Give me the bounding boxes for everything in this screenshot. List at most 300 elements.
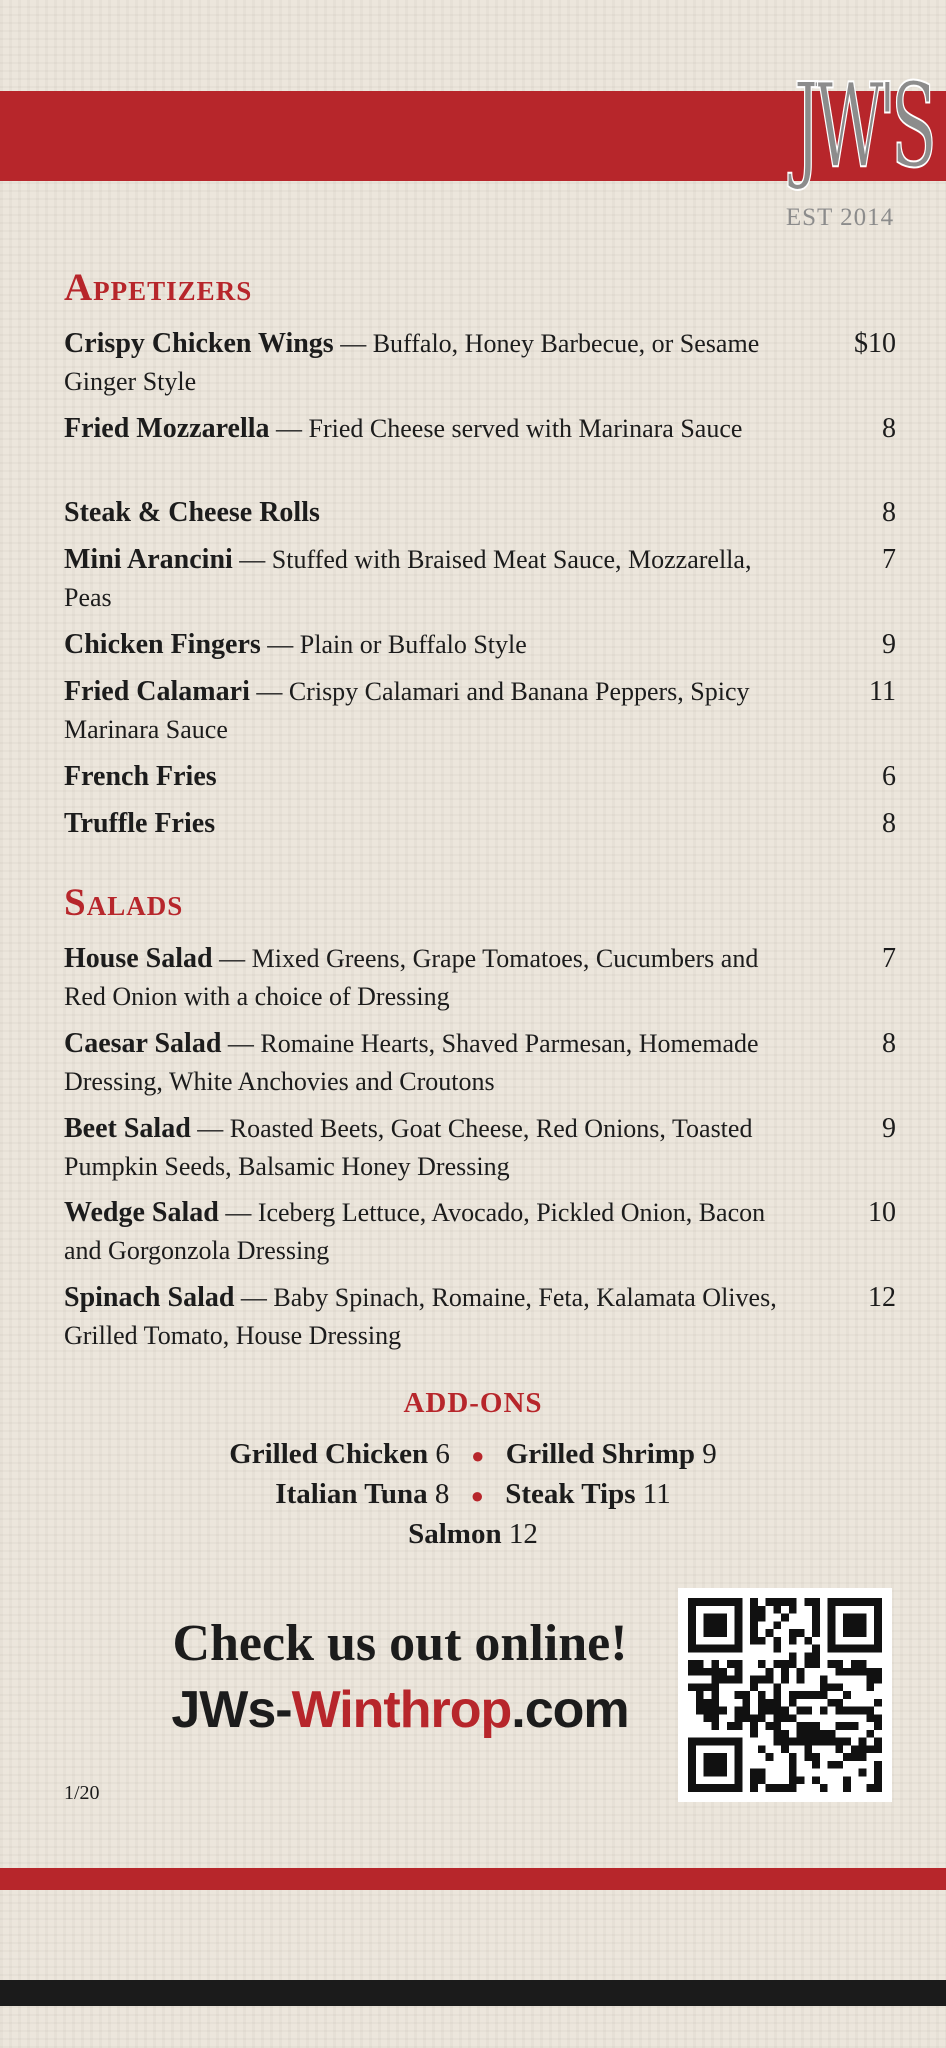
qr-module xyxy=(828,1683,836,1691)
qr-module xyxy=(735,1761,743,1769)
qr-module xyxy=(874,1668,882,1676)
qr-module xyxy=(828,1629,836,1637)
qr-module xyxy=(750,1714,758,1722)
qr-module xyxy=(843,1614,851,1622)
qr-module xyxy=(874,1714,882,1722)
qr-module xyxy=(750,1676,758,1684)
qr-module xyxy=(812,1722,820,1730)
qr-module xyxy=(711,1598,719,1606)
qr-module xyxy=(874,1769,882,1777)
item-price: $10 xyxy=(854,328,896,359)
qr-module xyxy=(727,1598,735,1606)
qr-module xyxy=(874,1598,882,1606)
item-name: Caesar Salad xyxy=(64,1028,222,1059)
menu-item xyxy=(64,758,896,796)
qr-module xyxy=(696,1784,704,1792)
qr-module xyxy=(874,1722,882,1730)
item-name: Wedge Salad xyxy=(64,1197,219,1228)
qr-module xyxy=(696,1645,704,1653)
qr-module xyxy=(688,1645,696,1653)
qr-module xyxy=(859,1629,867,1637)
qr-module xyxy=(835,1761,843,1769)
qr-module xyxy=(859,1668,867,1676)
qr-module xyxy=(874,1784,882,1792)
qr-module xyxy=(866,1683,874,1691)
qr-module xyxy=(843,1753,851,1761)
qr-module xyxy=(789,1738,797,1746)
qr-module xyxy=(711,1660,719,1668)
qr-module xyxy=(688,1738,696,1746)
qr-module xyxy=(851,1598,859,1606)
qr-module xyxy=(828,1598,836,1606)
menu-item xyxy=(64,805,896,843)
qr-module xyxy=(859,1769,867,1777)
qr-module xyxy=(851,1707,859,1715)
qr-module xyxy=(874,1621,882,1629)
qr-module xyxy=(735,1714,743,1722)
qr-module xyxy=(851,1745,859,1753)
qr-module xyxy=(828,1738,836,1746)
qr-module xyxy=(688,1606,696,1614)
qr-module xyxy=(812,1753,820,1761)
qr-module xyxy=(828,1699,836,1707)
qr-module xyxy=(781,1614,789,1622)
qr-module xyxy=(820,1784,828,1792)
qr-module xyxy=(773,1683,781,1691)
menu-item xyxy=(64,626,896,664)
qr-module xyxy=(758,1660,766,1668)
item-price: 9 xyxy=(882,1113,896,1144)
qr-module xyxy=(859,1753,867,1761)
item-price: 7 xyxy=(882,544,896,575)
qr-module xyxy=(797,1629,805,1637)
qr-module xyxy=(758,1676,766,1684)
qr-module xyxy=(766,1699,774,1707)
logo-mark: JW'S xyxy=(793,59,932,194)
qr-module xyxy=(812,1614,820,1622)
salads-heading: Salads xyxy=(64,881,184,924)
item-price: 11 xyxy=(869,676,896,707)
menu-version-code: 1/20 xyxy=(64,1782,100,1804)
qr-module xyxy=(874,1761,882,1769)
qr-module xyxy=(711,1645,719,1653)
qr-module xyxy=(696,1598,704,1606)
qr-module xyxy=(835,1699,843,1707)
qr-module xyxy=(688,1784,696,1792)
qr-module xyxy=(820,1738,828,1746)
qr-module xyxy=(828,1637,836,1645)
qr-module xyxy=(758,1714,766,1722)
item-desc: — Roasted Beets, Goat Cheese, Red Onions, Toasted Pumpkin Seeds, Balsamic Honey Dressing xyxy=(64,1114,753,1181)
qr-module xyxy=(735,1753,743,1761)
qr-module xyxy=(812,1629,820,1637)
qr-module xyxy=(781,1738,789,1746)
qr-module xyxy=(789,1606,797,1614)
qr-module xyxy=(781,1784,789,1792)
qr-module xyxy=(874,1738,882,1746)
qr-module xyxy=(719,1668,727,1676)
qr-module xyxy=(758,1614,766,1622)
bottom-black-band xyxy=(0,1980,946,2006)
qr-module xyxy=(789,1691,797,1699)
qr-module xyxy=(828,1621,836,1629)
qr-module xyxy=(773,1784,781,1792)
qr-module xyxy=(696,1683,704,1691)
qr-module xyxy=(781,1714,789,1722)
item-desc: — Fried Cheese served with Marinara Sauce xyxy=(276,414,743,443)
qr-module xyxy=(735,1668,743,1676)
qr-module xyxy=(804,1707,812,1715)
qr-module xyxy=(719,1738,727,1746)
qr-module xyxy=(704,1753,712,1761)
qr-module xyxy=(789,1784,797,1792)
qr-module xyxy=(797,1691,805,1699)
qr-module xyxy=(843,1738,851,1746)
qr-module xyxy=(789,1753,797,1761)
qr-module xyxy=(758,1691,766,1699)
qr-module xyxy=(828,1645,836,1653)
item-price: 8 xyxy=(882,808,896,839)
qr-module xyxy=(750,1730,758,1738)
qr-module xyxy=(750,1769,758,1777)
qr-module xyxy=(750,1606,758,1614)
qr-module xyxy=(766,1629,774,1637)
qr-module xyxy=(859,1621,867,1629)
qr-module xyxy=(843,1707,851,1715)
item-desc: — Mixed Greens, Grape Tomatoes, Cucumbers and Red Onion with a choice of Dressing xyxy=(64,944,759,1011)
qr-module xyxy=(859,1598,867,1606)
qr-module xyxy=(773,1645,781,1653)
cta-heading: Check us out online! xyxy=(172,1615,628,1672)
qr-module xyxy=(696,1699,704,1707)
addons-row xyxy=(0,1435,946,1475)
qr-module xyxy=(711,1691,719,1699)
qr-module xyxy=(835,1598,843,1606)
qr-module xyxy=(781,1745,789,1753)
qr-module xyxy=(742,1707,750,1715)
qr-module xyxy=(804,1745,812,1753)
qr-module xyxy=(735,1614,743,1622)
qr-module xyxy=(797,1707,805,1715)
qr-module xyxy=(750,1637,758,1645)
qr-module xyxy=(735,1606,743,1614)
qr-module xyxy=(859,1645,867,1653)
qr-module xyxy=(688,1683,696,1691)
qr-module xyxy=(773,1714,781,1722)
qr-module xyxy=(859,1614,867,1622)
menu-item xyxy=(64,1194,896,1270)
qr-module xyxy=(804,1722,812,1730)
qr-module xyxy=(696,1691,704,1699)
qr-module xyxy=(711,1683,719,1691)
qr-module xyxy=(735,1637,743,1645)
item-name: Chicken Fingers xyxy=(64,629,261,660)
qr-module xyxy=(711,1738,719,1746)
qr-module xyxy=(797,1668,805,1676)
qr-module xyxy=(804,1660,812,1668)
qr-module xyxy=(835,1707,843,1715)
qr-module xyxy=(820,1707,828,1715)
qr-module xyxy=(688,1614,696,1622)
item-desc: — Plain or Buffalo Style xyxy=(267,630,527,659)
addons-row xyxy=(0,1475,946,1515)
item-price: 7 xyxy=(882,943,896,974)
item-desc: — Crispy Calamari and Banana Peppers, Spicy Marinara Sauce xyxy=(64,677,750,744)
qr-module xyxy=(727,1722,735,1730)
qr-module xyxy=(874,1629,882,1637)
qr-module xyxy=(789,1660,797,1668)
qr-module xyxy=(812,1730,820,1738)
qr-module xyxy=(820,1691,828,1699)
qr-module xyxy=(704,1769,712,1777)
qr-module xyxy=(866,1707,874,1715)
qr-module xyxy=(719,1707,727,1715)
qr-module xyxy=(797,1676,805,1684)
qr-module xyxy=(735,1660,743,1668)
jws-logo xyxy=(760,52,932,242)
qr-module xyxy=(773,1730,781,1738)
addon-name: Salmon xyxy=(408,1518,502,1550)
menu-item xyxy=(64,673,896,749)
qr-module xyxy=(704,1714,712,1722)
qr-module xyxy=(704,1629,712,1637)
url-suffix: .com xyxy=(511,1681,629,1739)
qr-module xyxy=(874,1614,882,1622)
qr-module xyxy=(719,1621,727,1629)
qr-module xyxy=(719,1761,727,1769)
qr-module xyxy=(781,1730,789,1738)
qr-module xyxy=(812,1776,820,1784)
qr-module xyxy=(711,1707,719,1715)
item-name: Spinach Salad xyxy=(64,1282,235,1313)
qr-module xyxy=(750,1629,758,1637)
qr-module xyxy=(688,1629,696,1637)
qr-module xyxy=(804,1637,812,1645)
qr-module xyxy=(735,1784,743,1792)
qr-module xyxy=(735,1707,743,1715)
qr-module xyxy=(719,1769,727,1777)
qr-module xyxy=(851,1614,859,1622)
item-price: 8 xyxy=(882,1028,896,1059)
qr-module xyxy=(789,1776,797,1784)
qr-module xyxy=(804,1753,812,1761)
qr-module xyxy=(688,1761,696,1769)
menu-item xyxy=(64,1279,896,1355)
qr-module xyxy=(758,1606,766,1614)
qr-module xyxy=(835,1668,843,1676)
qr-module xyxy=(874,1776,882,1784)
qr-module xyxy=(804,1598,812,1606)
qr-module xyxy=(704,1707,712,1715)
item-desc: — Iceberg Lettuce, Avocado, Pickled Onion, Bacon and Gorgonzola Dressing xyxy=(64,1198,766,1265)
qr-module xyxy=(812,1598,820,1606)
item-price: 8 xyxy=(882,413,896,444)
qr-module xyxy=(773,1699,781,1707)
qr-module xyxy=(758,1637,766,1645)
qr-module xyxy=(797,1722,805,1730)
qr-module xyxy=(820,1683,828,1691)
qr-module xyxy=(851,1629,859,1637)
qr-module xyxy=(874,1699,882,1707)
qr-module xyxy=(773,1691,781,1699)
qr-module xyxy=(750,1614,758,1622)
qr-module xyxy=(766,1598,774,1606)
qr-module xyxy=(711,1769,719,1777)
qr-module xyxy=(704,1621,712,1629)
qr-module xyxy=(696,1660,704,1668)
qr-module xyxy=(758,1707,766,1715)
qr-module xyxy=(688,1776,696,1784)
qr-module xyxy=(797,1776,805,1784)
menu-item xyxy=(64,940,896,1016)
qr-module xyxy=(758,1769,766,1777)
qr-module xyxy=(773,1738,781,1746)
item-name: Fried Calamari xyxy=(64,676,250,707)
qr-module xyxy=(766,1784,774,1792)
qr-module xyxy=(804,1652,812,1660)
qr-module xyxy=(750,1784,758,1792)
item-price: 8 xyxy=(882,497,896,528)
qr-module xyxy=(789,1652,797,1660)
qr-module xyxy=(812,1761,820,1769)
qr-module xyxy=(758,1776,766,1784)
qr-module xyxy=(719,1614,727,1622)
qr-module xyxy=(735,1621,743,1629)
qr-module xyxy=(773,1722,781,1730)
qr-module xyxy=(727,1784,735,1792)
qr-module xyxy=(766,1676,774,1684)
qr-module xyxy=(874,1645,882,1653)
qr-module xyxy=(828,1730,836,1738)
qr-code-icon[interactable] xyxy=(678,1588,892,1802)
qr-module xyxy=(711,1614,719,1622)
qr-module xyxy=(812,1652,820,1660)
url-prefix: JWs- xyxy=(171,1681,292,1739)
qr-module xyxy=(866,1598,874,1606)
qr-module xyxy=(766,1707,774,1715)
menu-item xyxy=(64,1025,896,1101)
qr-module xyxy=(719,1645,727,1653)
qr-module xyxy=(750,1621,758,1629)
item-desc: — Stuffed with Braised Meat Sauce, Mozzarella, Peas xyxy=(64,545,752,612)
qr-module xyxy=(719,1784,727,1792)
qr-module xyxy=(851,1753,859,1761)
qr-module xyxy=(711,1761,719,1769)
bullet-dot-icon: ● xyxy=(470,1483,484,1508)
qr-module xyxy=(727,1645,735,1653)
qr-module xyxy=(859,1660,867,1668)
qr-module xyxy=(711,1699,719,1707)
qr-module xyxy=(804,1730,812,1738)
appetizers-heading: Appetizers xyxy=(64,266,253,309)
qr-module xyxy=(843,1691,851,1699)
qr-module xyxy=(750,1598,758,1606)
qr-module xyxy=(711,1668,719,1676)
addon-name: Steak Tips xyxy=(505,1478,636,1510)
qr-module xyxy=(735,1629,743,1637)
qr-module xyxy=(735,1676,743,1684)
qr-module xyxy=(711,1714,719,1722)
item-price: 10 xyxy=(868,1197,896,1228)
qr-module xyxy=(688,1753,696,1761)
qr-module xyxy=(688,1668,696,1676)
qr-module xyxy=(688,1745,696,1753)
qr-module xyxy=(742,1714,750,1722)
item-name: House Salad xyxy=(64,943,213,974)
qr-module xyxy=(735,1722,743,1730)
website-link[interactable] xyxy=(140,1680,660,1740)
qr-module xyxy=(735,1738,743,1746)
qr-module xyxy=(804,1738,812,1746)
qr-module xyxy=(742,1699,750,1707)
qr-module xyxy=(742,1691,750,1699)
addon-name: Grilled Shrimp xyxy=(505,1438,696,1470)
qr-module xyxy=(766,1753,774,1761)
qr-module xyxy=(735,1645,743,1653)
qr-module xyxy=(781,1668,789,1676)
qr-module xyxy=(704,1683,712,1691)
addons-heading: ADD-ONS xyxy=(403,1387,543,1419)
qr-module xyxy=(859,1707,867,1715)
qr-module xyxy=(874,1637,882,1645)
item-price: 6 xyxy=(882,761,896,792)
qr-module xyxy=(812,1738,820,1746)
addon-price: 8 xyxy=(434,1478,450,1510)
qr-module xyxy=(766,1722,774,1730)
qr-module xyxy=(835,1722,843,1730)
qr-module xyxy=(789,1761,797,1769)
addon-name: Grilled Chicken xyxy=(229,1438,429,1470)
qr-module xyxy=(789,1769,797,1777)
qr-module xyxy=(704,1738,712,1746)
qr-module xyxy=(735,1776,743,1784)
qr-module xyxy=(711,1753,719,1761)
item-name: Beet Salad xyxy=(64,1113,191,1144)
qr-module xyxy=(843,1784,851,1792)
bottom-red-band xyxy=(0,1868,946,1890)
item-price: 12 xyxy=(868,1282,896,1313)
qr-module xyxy=(727,1738,735,1746)
qr-module xyxy=(797,1730,805,1738)
qr-module xyxy=(843,1621,851,1629)
qr-module xyxy=(781,1598,789,1606)
qr-module xyxy=(828,1606,836,1614)
qr-module xyxy=(866,1676,874,1684)
qr-module xyxy=(789,1637,797,1645)
qr-module xyxy=(843,1598,851,1606)
qr-module xyxy=(711,1629,719,1637)
qr-module xyxy=(851,1722,859,1730)
qr-module xyxy=(843,1629,851,1637)
qr-module xyxy=(704,1614,712,1622)
item-name: Steak & Cheese Rolls xyxy=(64,497,320,528)
qr-module xyxy=(851,1621,859,1629)
qr-module xyxy=(688,1660,696,1668)
qr-module xyxy=(781,1676,789,1684)
qr-module xyxy=(874,1606,882,1614)
qr-module xyxy=(773,1637,781,1645)
qr-module xyxy=(866,1730,874,1738)
qr-module xyxy=(804,1691,812,1699)
qr-module xyxy=(696,1738,704,1746)
menu-item xyxy=(64,410,896,448)
qr-module xyxy=(859,1738,867,1746)
addon-price: 12 xyxy=(508,1518,538,1550)
qr-module xyxy=(789,1699,797,1707)
menu-item xyxy=(64,1110,896,1186)
qr-module xyxy=(828,1660,836,1668)
qr-module xyxy=(704,1699,712,1707)
